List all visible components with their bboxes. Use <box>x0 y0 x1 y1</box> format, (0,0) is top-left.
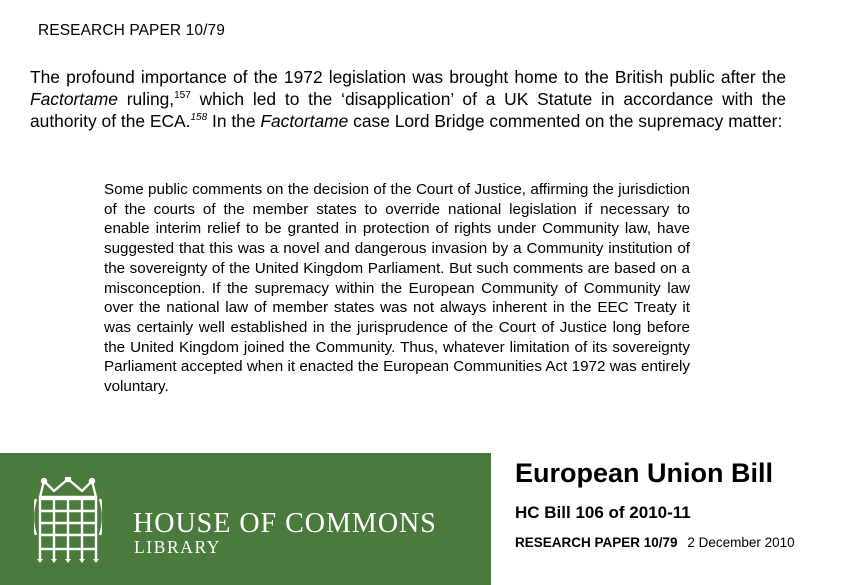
library-name: HOUSE OF COMMONS <box>133 508 437 539</box>
case-name: Factortame <box>30 89 118 109</box>
block-quote <box>104 180 690 397</box>
intro-text: case Lord Bridge commented on the supremacy matter: <box>348 111 783 131</box>
quote-text: Some public comments on the decision of the Court of Justice, affirming the jurisdiction of the courts of the member states to override national legislation if necessary to enable interim relief to be granted in protection of rights under Community law, have suggested that this was a novel and dangerous invasion by a Community institution of the sovereignty of the United Kingdom Parliament. But such comments are based on a misconception. If the supremacy within the European Community of Community law over the national law of member states was not always inherent in the EEC Treaty it was certainly well established in the jurisprudence of the Court of Justice long before the United Kingdom joined the Community. Thus, whatever limitation of its sovereignty Parliament accepted when it enacted the European Communities Act 1972 was entirely voluntary. <box>104 181 690 396</box>
intro-text: which led to the ‘disapplication’ of a UK Statute in accordance with the authority of the ECA. <box>30 89 786 131</box>
case-name: Factortame <box>260 111 349 131</box>
bill-title: European Union Bill <box>515 458 774 488</box>
paper-reference-line <box>515 535 795 550</box>
footnote-ref[interactable]: 158 <box>190 112 208 124</box>
library-subtitle: LIBRARY <box>134 537 222 557</box>
publication-date: 2 December 2010 <box>687 535 795 550</box>
footnote-ref[interactable]: 157 <box>174 90 191 102</box>
library-banner <box>0 453 491 585</box>
paper-reference: RESEARCH PAPER 10/79 <box>515 535 678 550</box>
intro-text: In the <box>207 111 261 131</box>
portcullis-icon <box>34 477 102 563</box>
running-header: RESEARCH PAPER 10/79 <box>38 22 225 39</box>
intro-text: ruling, <box>117 89 175 109</box>
bill-number: HC Bill 106 of 2010-11 <box>515 503 691 522</box>
intro-paragraph <box>30 66 786 132</box>
intro-text: The profound importance of the 1972 legislation was brought home to the British public after the <box>30 67 786 87</box>
